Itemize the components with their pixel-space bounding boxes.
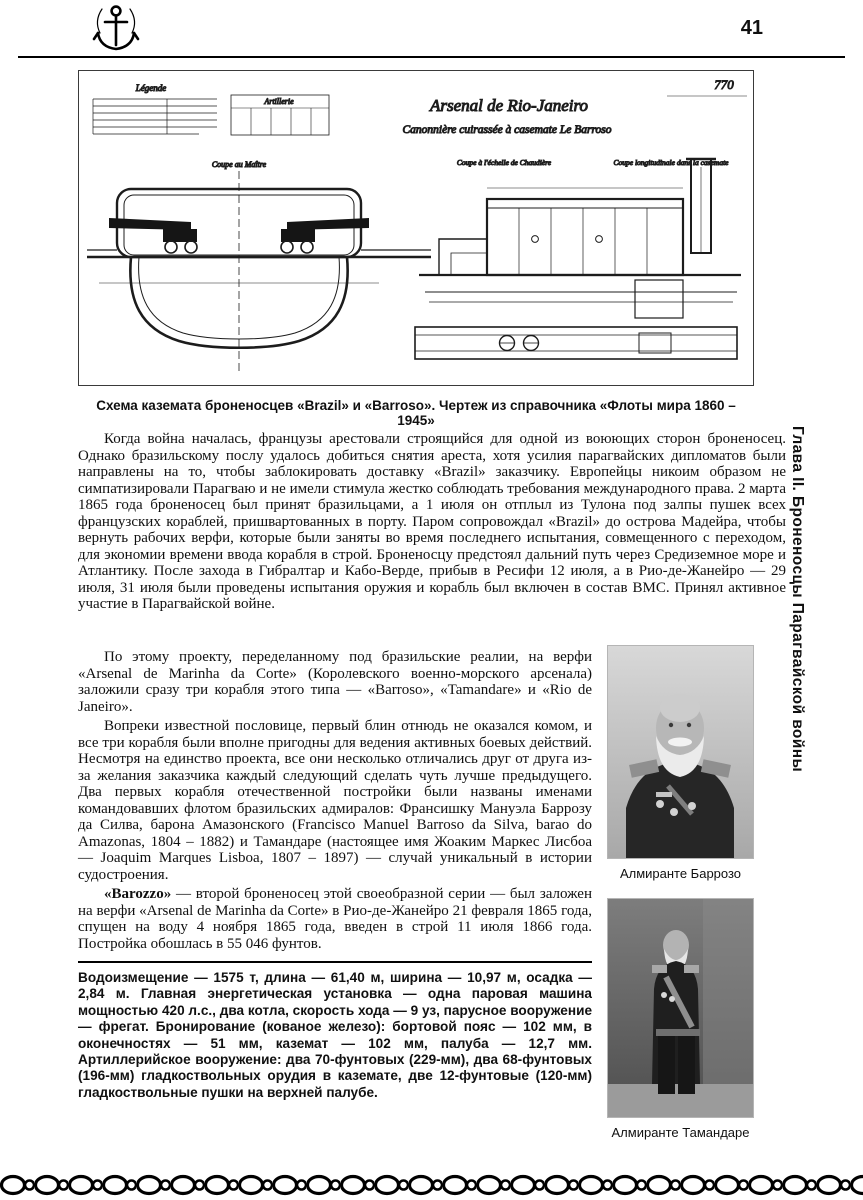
drawing-sheet-number: 770 [714,77,734,92]
portrait-barroso-photo [607,645,754,859]
longitudinal-section-drawing [415,159,741,359]
drawing-artillerie-label: Artillerie [264,97,294,106]
ship-specs-block: Водоизмещение — 1575 т, длина — 61,40 м, ширина — 10,97 м, осадка — 2,84 м. Главная энергетическая установка — одна паровая машина мощностью 420 л.с., два котла, скорость хода — 9 уз, парусное вооружение — фрегат. Бронирование (кованое железо): бортовой пояс — 102 мм, в оконечностях — 51 мм, каземат — 102 мм, палуба — 12,7 мм. Артиллерийское вооружение: два 70-фунтовых (229-мм), два 68-фунтовых (196-мм) гладкоствольных орудия в каземате, две 12-фунтовые (120-мм) гладкоствольные пушки на верхней палубе. [78,961,592,1101]
portrait-tamandare-caption: Алмиранте Тамандаре [611,1125,750,1140]
technical-drawing [79,71,752,384]
photo-column [607,645,754,1157]
technical-drawing-frame [78,70,754,386]
drawing-legend-label: Légende [135,83,167,93]
figure-caption: Схема каземата броненосцев «Brazil» и «Barroso». Чертеж из справочника «Флоты мира 1860 – 1945» [96,398,736,428]
chapter-title-vertical: Глава II. Броненосцы Парагвайской войны [789,426,806,773]
paragraph-2: По этому проекту, переделанному под бразильские реалии, на верфи «Arsenal de Marinha da Corte» (Королевского военно-морского арсенала) заложили сразу три корабля этого типа — «Barroso», «Tamandare» и «Rio de Janeiro». [78,649,592,715]
drawing-section-mid-label: Coupe à l'échelle de Chaudière [456,158,552,167]
paragraph-4-lead: «Barozzo» [104,886,172,902]
drawing-section-left-label: Coupe au Maître [211,160,267,169]
header-rule [18,56,845,58]
paragraph-4-rest: — второй броненосец этой своеобразной серии — был заложен на верфи «Arsenal de Marinha da Corte» в Рио-де-Жанейро 21 февраля 1865 года, спущен на воду 4 ноября 1865 года, введен в строй 11 июля 1866 года. Постройка обошлась в 55 046 фунтов. [78,886,592,952]
portrait-tamandare-photo [607,898,754,1118]
chain-border-decoration [0,1172,863,1198]
drawing-subtitle: Canonnière cuirassée à casemate Le Barroso [402,124,612,136]
paragraph-4 [78,886,592,952]
portrait-barroso-caption: Алмиранте Баррозо [619,866,742,881]
left-text-column [78,649,592,1101]
drawing-section-right-label: Coupe longitudinale dans la casemate [613,158,729,167]
cross-section-drawing [87,171,431,371]
paragraph-1: Когда война началась, французы арестовали строящийся для одной из воюющих сторон броненосец. Однако бразильскому послу удалось добиться снятия ареста, хотя усилия парагвайских дипломатов были направлены на то, чтобы заблокировать доставку «Brazil» заказчику. Европейцы никоим образом не симпатизировали Парагваю и не имели стимула жестко соблюдать требования международного права. 2 марта 1865 года броненосец был принят бразильцами, а 1 июля он отплыл из Тулона под залпы пушек всех французских кораблей, пришвартованных в порту. Паром сопровождал «Brazil» до острова Мадейра, чтобы вернуть рабочих верфи, которые были заняты во время последнего испытания, совмещенного с переходом, для экономии времени ввода корабля в строй. Броненосцу предстоял дальний путь через Средиземное море и Атлантику. После захода в Гибралтар и Кабо-Верде, прибыв в Ресифи 12 июля, а в Рио-де-Жанейро — 29 июля, 31 июля были проведены испытания оружия и корабль был включен в состав ВМС. Принял активное участие в Парагвайской войне. [78,431,786,612]
drawing-title: Arsenal de Rio-Janeiro [430,96,588,115]
page-number: 41 [740,17,763,39]
paragraph-3: Вопреки известной пословице, первый блин отнюдь не оказался комом, и все три корабля были вполне пригодны для ведения активных боевых действий. Несмотря на единство проекта, все они несколько отличались друг от друга из-за желания заказчика каждый следующий сделать чуть лучше предыдущего. Два первых корабля отечественной постройки были названы именами командовавших флотом бразильских адмиралов: Франсишку Мануэла Баррозу да Силва, барона Амазонского (Francisco Manuel Barroso da Silva, barao do Amazonas, 1804 – 1882) и Тамандаре (настоящее имя Жоаким Маркес Лисбоа — Joaquim Marques Lisboa, 1807 – 1897) — случай уникальный в истории судостроения. [78,718,592,883]
anchor-icon [90,3,142,55]
